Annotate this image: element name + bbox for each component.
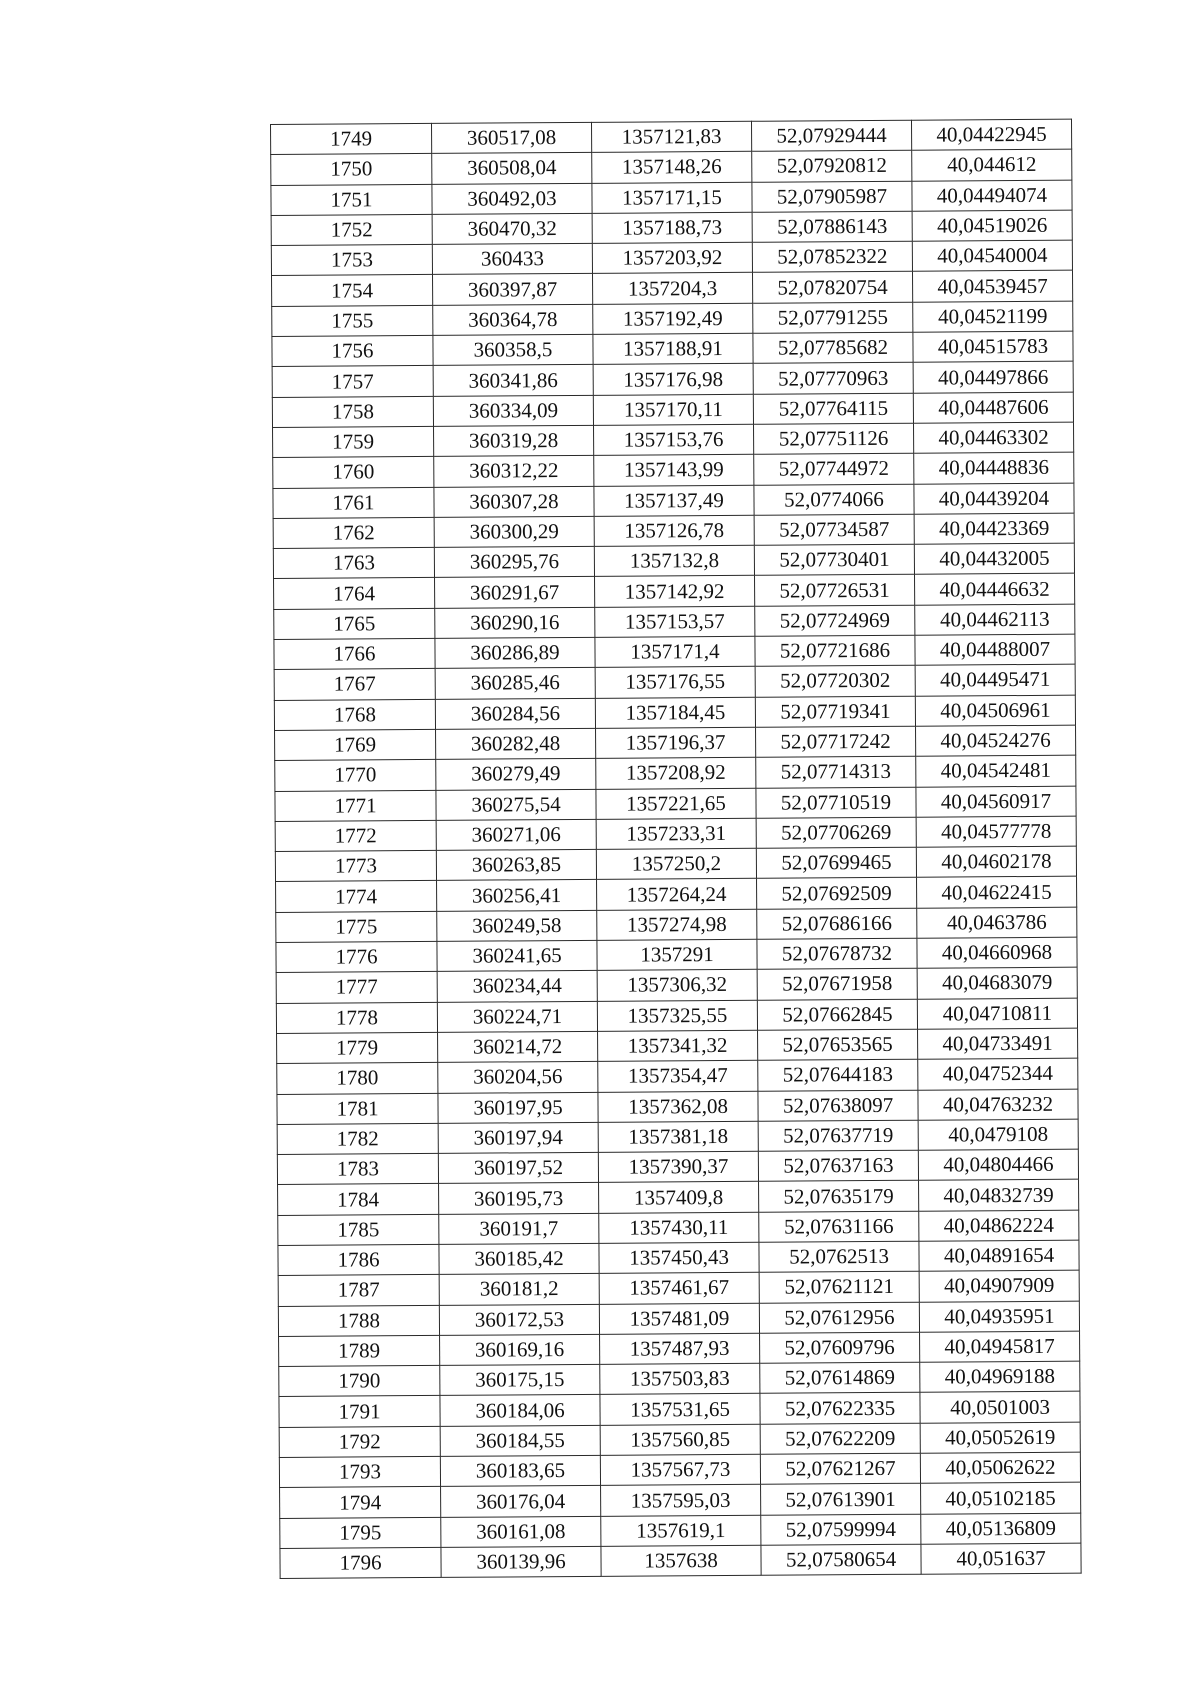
y-coordinate-cell: 1357153,76 — [594, 424, 754, 455]
longitude-cell: 40,04519026 — [912, 210, 1072, 241]
x-coordinate-cell: 360300,29 — [434, 516, 594, 547]
longitude-cell: 40,04540004 — [912, 240, 1072, 271]
longitude-cell: 40,04577778 — [916, 816, 1076, 847]
latitude-cell: 52,07635179 — [759, 1181, 919, 1212]
latitude-cell: 52,07609796 — [760, 1332, 920, 1363]
longitude-cell: 40,04506961 — [915, 695, 1075, 726]
x-coordinate-cell: 360181,2 — [439, 1274, 599, 1305]
x-coordinate-cell: 360286,89 — [435, 637, 595, 668]
y-coordinate-cell: 1357461,67 — [599, 1273, 759, 1304]
y-coordinate-cell: 1357233,31 — [596, 818, 756, 849]
y-coordinate-cell: 1357148,26 — [592, 152, 752, 183]
point-number-cell: 1759 — [273, 426, 434, 457]
y-coordinate-cell: 1357430,11 — [599, 1212, 759, 1243]
latitude-cell: 52,07692509 — [757, 878, 917, 909]
longitude-cell: 40,051637 — [921, 1543, 1081, 1574]
point-number-cell: 1796 — [280, 1547, 441, 1578]
longitude-cell: 40,0479108 — [918, 1119, 1078, 1150]
y-coordinate-cell: 1357188,91 — [593, 333, 753, 364]
x-coordinate-cell: 360197,95 — [438, 1092, 598, 1123]
longitude-cell: 40,04446632 — [915, 574, 1075, 605]
point-number-cell: 1758 — [272, 396, 433, 427]
longitude-cell: 40,04763232 — [918, 1089, 1078, 1120]
y-coordinate-cell: 1357381,18 — [598, 1121, 758, 1152]
y-coordinate-cell: 1357595,03 — [601, 1485, 761, 1516]
longitude-cell: 40,04560917 — [916, 786, 1076, 817]
x-coordinate-cell: 360195,73 — [439, 1183, 599, 1214]
point-number-cell: 1795 — [280, 1517, 441, 1548]
point-number-cell: 1767 — [274, 669, 435, 700]
point-number-cell: 1772 — [275, 820, 436, 851]
x-coordinate-cell: 360508,04 — [432, 153, 592, 184]
latitude-cell: 52,07638097 — [758, 1090, 918, 1121]
latitude-cell: 52,07717242 — [756, 726, 916, 757]
x-coordinate-cell: 360183,65 — [440, 1455, 600, 1486]
point-number-cell: 1756 — [272, 336, 433, 367]
x-coordinate-cell: 360285,46 — [435, 668, 595, 699]
point-number-cell: 1793 — [279, 1456, 440, 1487]
x-coordinate-cell: 360256,41 — [437, 880, 597, 911]
latitude-cell: 52,07706269 — [756, 817, 916, 848]
longitude-cell: 40,04462113 — [915, 604, 1075, 635]
y-coordinate-cell: 1357409,8 — [599, 1182, 759, 1213]
latitude-cell: 52,07613901 — [761, 1484, 921, 1515]
longitude-cell: 40,044612 — [912, 149, 1072, 180]
y-coordinate-cell: 1357274,98 — [597, 909, 757, 940]
x-coordinate-cell: 360433 — [432, 244, 592, 275]
y-coordinate-cell: 1357481,09 — [599, 1303, 759, 1334]
longitude-cell: 40,04422945 — [911, 119, 1071, 150]
x-coordinate-cell: 360470,32 — [432, 213, 592, 244]
y-coordinate-cell: 1357450,43 — [599, 1242, 759, 1273]
longitude-cell: 40,04488007 — [915, 634, 1075, 665]
x-coordinate-cell: 360334,09 — [433, 395, 593, 426]
longitude-cell: 40,04683079 — [917, 967, 1077, 998]
latitude-cell: 52,07686166 — [757, 908, 917, 939]
y-coordinate-cell: 1357184,45 — [595, 697, 755, 728]
point-number-cell: 1769 — [275, 729, 436, 760]
x-coordinate-cell: 360176,04 — [441, 1486, 601, 1517]
x-coordinate-cell: 360191,7 — [439, 1213, 599, 1244]
x-coordinate-cell: 360307,28 — [434, 486, 594, 517]
latitude-cell: 52,07852322 — [752, 241, 912, 272]
point-number-cell: 1785 — [278, 1214, 439, 1245]
latitude-cell: 52,07726531 — [755, 575, 915, 606]
latitude-cell: 52,07764115 — [753, 393, 913, 424]
point-number-cell: 1770 — [275, 760, 436, 791]
y-coordinate-cell: 1357221,65 — [596, 788, 756, 819]
point-number-cell: 1752 — [271, 214, 432, 245]
latitude-cell: 52,07720302 — [755, 666, 915, 697]
longitude-cell: 40,05062622 — [920, 1452, 1080, 1483]
longitude-cell: 40,04602178 — [916, 846, 1076, 877]
point-number-cell: 1753 — [271, 245, 432, 276]
latitude-cell: 52,07612956 — [759, 1302, 919, 1333]
latitude-cell: 52,07724969 — [755, 605, 915, 636]
longitude-cell: 40,05136809 — [921, 1513, 1081, 1544]
y-coordinate-cell: 1357171,4 — [595, 636, 755, 667]
longitude-cell: 40,04945817 — [920, 1331, 1080, 1362]
y-coordinate-cell: 1357503,83 — [600, 1363, 760, 1394]
latitude-cell: 52,07820754 — [752, 272, 912, 303]
y-coordinate-cell: 1357192,49 — [593, 303, 753, 334]
longitude-cell: 40,04935951 — [919, 1301, 1079, 1332]
point-number-cell: 1778 — [276, 1002, 437, 1033]
point-number-cell: 1776 — [276, 941, 437, 972]
latitude-cell: 52,07614869 — [760, 1362, 920, 1393]
y-coordinate-cell: 1357567,73 — [600, 1454, 760, 1485]
point-number-cell: 1749 — [271, 123, 432, 154]
latitude-cell: 52,07929444 — [751, 120, 911, 151]
y-coordinate-cell: 1357264,24 — [597, 879, 757, 910]
longitude-cell: 40,04463302 — [913, 422, 1073, 453]
x-coordinate-cell: 360341,86 — [433, 365, 593, 396]
coordinates-table — [270, 119, 1082, 1580]
latitude-cell: 52,07744972 — [754, 454, 914, 485]
x-coordinate-cell: 360249,58 — [437, 910, 597, 941]
latitude-cell: 52,07785682 — [753, 332, 913, 363]
point-number-cell: 1762 — [273, 517, 434, 548]
y-coordinate-cell: 1357132,8 — [594, 545, 754, 576]
x-coordinate-cell: 360185,42 — [439, 1243, 599, 1274]
point-number-cell: 1774 — [276, 881, 437, 912]
x-coordinate-cell: 360234,44 — [437, 971, 597, 1002]
y-coordinate-cell: 1357188,73 — [592, 212, 752, 243]
table-row — [280, 1543, 1081, 1579]
point-number-cell: 1782 — [277, 1123, 438, 1154]
point-number-cell: 1792 — [279, 1426, 440, 1457]
y-coordinate-cell: 1357176,98 — [593, 364, 753, 395]
y-coordinate-cell: 1357170,11 — [593, 394, 753, 425]
x-coordinate-cell: 360214,72 — [438, 1031, 598, 1062]
point-number-cell: 1773 — [275, 851, 436, 882]
x-coordinate-cell: 360271,06 — [436, 819, 596, 850]
point-number-cell: 1765 — [274, 608, 435, 639]
x-coordinate-cell: 360284,56 — [435, 698, 595, 729]
latitude-cell: 52,07710519 — [756, 787, 916, 818]
x-coordinate-cell: 360161,08 — [441, 1516, 601, 1547]
y-coordinate-cell: 1357619,1 — [601, 1515, 761, 1546]
latitude-cell: 52,07621121 — [759, 1272, 919, 1303]
latitude-cell: 52,07791255 — [753, 302, 913, 333]
latitude-cell: 52,07719341 — [755, 696, 915, 727]
latitude-cell: 52,07631166 — [759, 1211, 919, 1242]
latitude-cell: 52,07580654 — [761, 1544, 921, 1575]
longitude-cell: 40,04804466 — [918, 1149, 1078, 1180]
longitude-cell: 40,04439204 — [914, 483, 1074, 514]
point-number-cell: 1787 — [278, 1275, 439, 1306]
y-coordinate-cell: 1357142,92 — [595, 576, 755, 607]
longitude-cell: 40,04733491 — [918, 1028, 1078, 1059]
x-coordinate-cell: 360364,78 — [433, 304, 593, 335]
x-coordinate-cell: 360517,08 — [431, 122, 591, 153]
point-number-cell: 1779 — [277, 1032, 438, 1063]
longitude-cell: 40,04542481 — [916, 755, 1076, 786]
y-coordinate-cell: 1357121,83 — [591, 121, 751, 152]
y-coordinate-cell: 1357560,85 — [600, 1424, 760, 1455]
y-coordinate-cell: 1357487,93 — [600, 1333, 760, 1364]
x-coordinate-cell: 360184,55 — [440, 1425, 600, 1456]
longitude-cell: 40,04524276 — [916, 725, 1076, 756]
point-number-cell: 1780 — [277, 1063, 438, 1094]
x-coordinate-cell: 360197,52 — [438, 1152, 598, 1183]
longitude-cell: 40,0501003 — [920, 1392, 1080, 1423]
latitude-cell: 52,07734587 — [754, 514, 914, 545]
y-coordinate-cell: 1357390,37 — [598, 1151, 758, 1182]
longitude-cell: 40,05052619 — [920, 1422, 1080, 1453]
y-coordinate-cell: 1357204,3 — [593, 273, 753, 304]
point-number-cell: 1790 — [279, 1366, 440, 1397]
longitude-cell: 40,04891654 — [919, 1240, 1079, 1271]
point-number-cell: 1788 — [278, 1305, 439, 1336]
point-number-cell: 1791 — [279, 1396, 440, 1427]
x-coordinate-cell: 360139,96 — [441, 1546, 601, 1577]
point-number-cell: 1794 — [280, 1487, 441, 1518]
point-number-cell: 1755 — [272, 305, 433, 336]
point-number-cell: 1751 — [271, 184, 432, 215]
y-coordinate-cell: 1357137,49 — [594, 485, 754, 516]
x-coordinate-cell: 360241,65 — [437, 940, 597, 971]
longitude-cell: 40,04660968 — [917, 937, 1077, 968]
point-number-cell: 1760 — [273, 457, 434, 488]
latitude-cell: 52,07770963 — [753, 363, 913, 394]
longitude-cell: 40,04487606 — [913, 392, 1073, 423]
x-coordinate-cell: 360224,71 — [437, 1001, 597, 1032]
y-coordinate-cell: 1357291 — [597, 939, 757, 970]
y-coordinate-cell: 1357126,78 — [594, 515, 754, 546]
y-coordinate-cell: 1357354,47 — [598, 1060, 758, 1091]
latitude-cell: 52,07905987 — [752, 181, 912, 212]
latitude-cell: 52,07622335 — [760, 1393, 920, 1424]
point-number-cell: 1777 — [276, 972, 437, 1003]
point-number-cell: 1754 — [272, 275, 433, 306]
longitude-cell: 40,04832739 — [919, 1180, 1079, 1211]
longitude-cell: 40,04494074 — [912, 180, 1072, 211]
x-coordinate-cell: 360492,03 — [432, 183, 592, 214]
longitude-cell: 40,04862224 — [919, 1210, 1079, 1241]
x-coordinate-cell: 360282,48 — [436, 728, 596, 759]
x-coordinate-cell: 360319,28 — [434, 425, 594, 456]
longitude-cell: 40,04539457 — [912, 271, 1072, 302]
latitude-cell: 52,07699465 — [756, 847, 916, 878]
x-coordinate-cell: 360172,53 — [439, 1304, 599, 1335]
longitude-cell: 40,04521199 — [913, 301, 1073, 332]
y-coordinate-cell: 1357250,2 — [596, 848, 756, 879]
longitude-cell: 40,04448836 — [914, 452, 1074, 483]
latitude-cell: 52,07637719 — [758, 1120, 918, 1151]
y-coordinate-cell: 1357341,32 — [598, 1030, 758, 1061]
x-coordinate-cell: 360197,94 — [438, 1122, 598, 1153]
longitude-cell: 40,04432005 — [914, 543, 1074, 574]
latitude-cell: 52,07662845 — [757, 999, 917, 1030]
longitude-cell: 40,04423369 — [914, 513, 1074, 544]
latitude-cell: 52,07622209 — [760, 1423, 920, 1454]
longitude-cell: 40,04969188 — [920, 1361, 1080, 1392]
latitude-cell: 52,07714313 — [756, 756, 916, 787]
y-coordinate-cell: 1357306,32 — [597, 970, 757, 1001]
x-coordinate-cell: 360397,87 — [433, 274, 593, 305]
latitude-cell: 52,0762513 — [759, 1241, 919, 1272]
y-coordinate-cell: 1357531,65 — [600, 1394, 760, 1425]
latitude-cell: 52,07653565 — [758, 1029, 918, 1060]
y-coordinate-cell: 1357362,08 — [598, 1091, 758, 1122]
point-number-cell: 1766 — [274, 638, 435, 669]
y-coordinate-cell: 1357143,99 — [594, 455, 754, 486]
point-number-cell: 1775 — [276, 911, 437, 942]
latitude-cell: 52,07671958 — [757, 969, 917, 1000]
point-number-cell: 1784 — [278, 1184, 439, 1215]
y-coordinate-cell: 1357325,55 — [597, 1000, 757, 1031]
longitude-cell: 40,04622415 — [917, 877, 1077, 908]
y-coordinate-cell: 1357208,92 — [596, 758, 756, 789]
x-coordinate-cell: 360291,67 — [435, 577, 595, 608]
y-coordinate-cell: 1357176,55 — [595, 667, 755, 698]
longitude-cell: 40,04752344 — [918, 1058, 1078, 1089]
y-coordinate-cell: 1357171,15 — [592, 182, 752, 213]
latitude-cell: 52,07721686 — [755, 635, 915, 666]
longitude-cell: 40,04495471 — [915, 665, 1075, 696]
latitude-cell: 52,07599994 — [761, 1514, 921, 1545]
longitude-cell: 40,04515783 — [913, 331, 1073, 362]
point-number-cell: 1761 — [273, 487, 434, 518]
x-coordinate-cell: 360184,06 — [440, 1395, 600, 1426]
longitude-cell: 40,05102185 — [921, 1483, 1081, 1514]
x-coordinate-cell: 360204,56 — [438, 1062, 598, 1093]
x-coordinate-cell: 360263,85 — [436, 849, 596, 880]
latitude-cell: 52,07886143 — [752, 211, 912, 242]
point-number-cell: 1781 — [277, 1093, 438, 1124]
point-number-cell: 1786 — [278, 1244, 439, 1275]
latitude-cell: 52,07920812 — [752, 151, 912, 182]
x-coordinate-cell: 360358,5 — [433, 334, 593, 365]
point-number-cell: 1789 — [279, 1335, 440, 1366]
point-number-cell: 1757 — [272, 366, 433, 397]
y-coordinate-cell: 1357153,57 — [595, 606, 755, 637]
x-coordinate-cell: 360169,16 — [440, 1334, 600, 1365]
point-number-cell: 1768 — [274, 699, 435, 730]
longitude-cell: 40,04907909 — [919, 1270, 1079, 1301]
latitude-cell: 52,07678732 — [757, 938, 917, 969]
point-number-cell: 1783 — [277, 1154, 438, 1185]
latitude-cell: 52,07621267 — [760, 1453, 920, 1484]
y-coordinate-cell: 1357638 — [601, 1545, 761, 1576]
x-coordinate-cell: 360295,76 — [434, 547, 594, 578]
point-number-cell: 1764 — [274, 578, 435, 609]
x-coordinate-cell: 360312,22 — [434, 456, 594, 487]
point-number-cell: 1750 — [271, 154, 432, 185]
x-coordinate-cell: 360290,16 — [435, 607, 595, 638]
x-coordinate-cell: 360279,49 — [436, 759, 596, 790]
x-coordinate-cell: 360275,54 — [436, 789, 596, 820]
point-number-cell: 1763 — [273, 548, 434, 579]
latitude-cell: 52,07637163 — [758, 1150, 918, 1181]
longitude-cell: 40,0463786 — [917, 907, 1077, 938]
y-coordinate-cell: 1357203,92 — [592, 242, 752, 273]
point-number-cell: 1771 — [275, 790, 436, 821]
latitude-cell: 52,07730401 — [754, 544, 914, 575]
x-coordinate-cell: 360175,15 — [440, 1365, 600, 1396]
latitude-cell: 52,0774066 — [754, 484, 914, 515]
coordinates-table-body — [271, 119, 1082, 1579]
longitude-cell: 40,04497866 — [913, 362, 1073, 393]
y-coordinate-cell: 1357196,37 — [596, 727, 756, 758]
latitude-cell: 52,07644183 — [758, 1059, 918, 1090]
longitude-cell: 40,04710811 — [917, 998, 1077, 1029]
latitude-cell: 52,07751126 — [754, 423, 914, 454]
